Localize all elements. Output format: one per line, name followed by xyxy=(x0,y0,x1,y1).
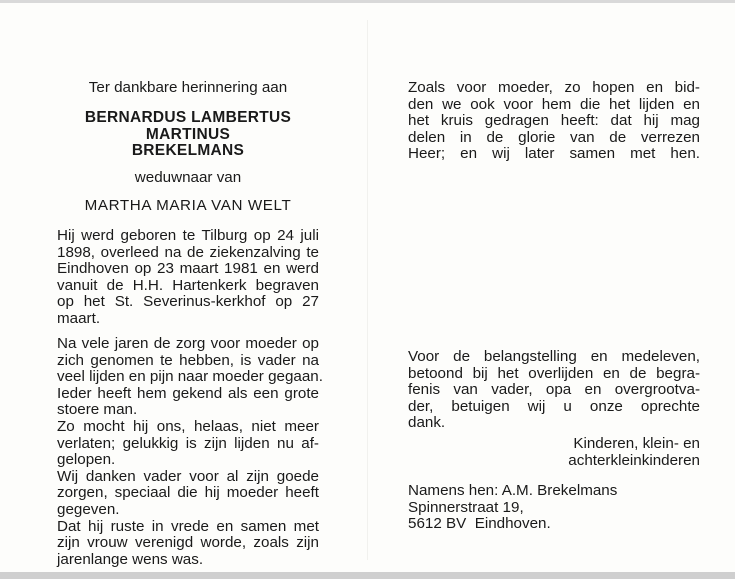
thanks-line: betoond bij het overlijden en de begra- xyxy=(408,364,700,382)
tribute-line: zorgen, speciaal die hij moeder heeft xyxy=(57,484,319,502)
contact-line: 5612 BV Eindhoven. xyxy=(408,515,551,533)
tribute-line: gegeven. xyxy=(57,500,120,518)
thanks-line: der, betuigen wij u onze oprechte xyxy=(408,397,700,415)
card-top-edge xyxy=(0,0,735,3)
intro-text: Ter dankbare herinnering aan xyxy=(88,79,288,96)
tribute-line: gelopen. xyxy=(57,451,116,469)
contact-line: Spinnerstraat 19, xyxy=(408,498,524,516)
spouse-name: MARTHA MARIA VAN WELT xyxy=(84,197,292,214)
tribute-line: stoere man. xyxy=(57,401,138,419)
tribute-line: verlaten; gelukkig is zijn lijden nu af- xyxy=(57,434,319,452)
prayer-line: het kruis gedragen heeft: dat hij mag xyxy=(408,112,700,130)
tribute-line: Dat hij ruste in vrede en samen met xyxy=(57,517,319,535)
tribute-paragraph xyxy=(57,335,323,568)
tribute-line: veel lijden en pijn naar moeder gegaan. xyxy=(57,368,323,386)
card-bottom-edge xyxy=(0,572,735,579)
bio-line: 1898, overleed na de ziekenzalving te xyxy=(57,243,319,261)
signature-block xyxy=(540,436,700,469)
prayer-paragraph xyxy=(408,80,700,163)
deceased-name xyxy=(57,110,319,160)
relation-text: weduwnaar van xyxy=(134,169,242,186)
tribute-line: Na vele jaren de zorg voor moeder op xyxy=(57,335,319,352)
tribute-line: Zo mocht hij ons, helaas, niet meer xyxy=(57,417,319,435)
bio-line: op het St. Severinus-kerkhof op 27 xyxy=(57,293,319,311)
biography-paragraph xyxy=(57,228,319,328)
tribute-line: jarenlange wens was. xyxy=(57,550,204,568)
bio-line: Hij werd geboren te Tilburg op 24 juli xyxy=(57,227,319,244)
name-line-1: BERNARDUS LAMBERTUS xyxy=(84,109,292,126)
signature-line: achterkleinkinderen xyxy=(568,451,700,469)
thanks-line: dank. xyxy=(408,414,446,432)
tribute-line: zijn vrouw verenigd worde, zoals zijn xyxy=(57,534,319,552)
contact-line: Namens hen: A.M. Brekelmans xyxy=(408,482,618,499)
bio-line: vanuit de H.H. Hartenkerk begraven xyxy=(57,276,319,294)
name-line-2: MARTINUS xyxy=(145,125,231,143)
tribute-line: Ieder heeft hem gekend als een grote xyxy=(57,384,319,402)
thanks-line: fenis van vader, opa en overgrootva- xyxy=(408,381,700,399)
thanks-line: Voor de belangstelling en medeleven, xyxy=(408,348,700,365)
card-fold-line xyxy=(367,20,368,560)
contact-block xyxy=(408,483,700,533)
tribute-line: zich genomen te hebben, is vader na xyxy=(57,351,319,369)
tribute-line: Wij danken vader voor al zijn goede xyxy=(57,467,319,485)
prayer-line: delen in de glorie van de verrezen xyxy=(408,128,700,146)
prayer-line: den we ook voor hem die het lijden en xyxy=(408,95,700,113)
prayer-line: Heer; en wij later samen met hen. xyxy=(408,145,700,163)
signature-line: Kinderen, klein- en xyxy=(573,435,700,452)
name-line-3: BREKELMANS xyxy=(131,142,245,159)
bio-line: maart. xyxy=(57,309,101,327)
thanks-paragraph xyxy=(408,349,700,432)
bio-line: Eindhoven op 23 maart 1981 en werd xyxy=(57,260,319,278)
prayer-line: Zoals voor moeder, zo hopen en bid- xyxy=(408,79,700,96)
